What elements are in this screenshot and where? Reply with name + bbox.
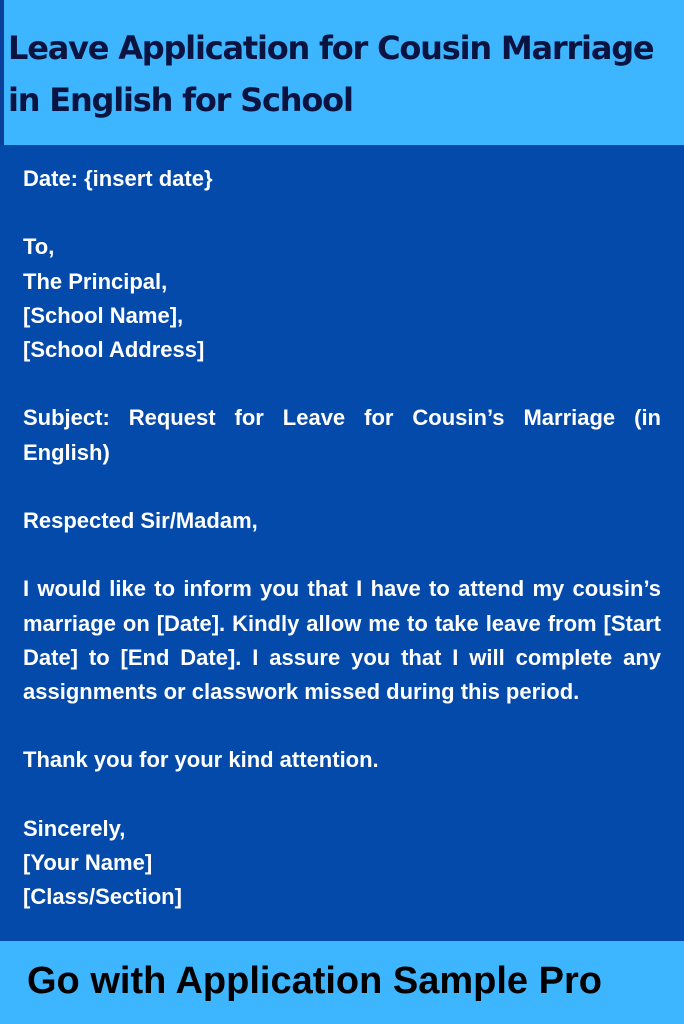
address-line: [School Name],	[23, 302, 184, 328]
address-line: [School Address]	[23, 337, 205, 362]
letter-salutation: Respected Sir/Madam,	[23, 507, 258, 533]
letter-date: Date: {insert date}	[23, 166, 213, 191]
letter-paragraph: I would like to inform you that I have to attend my cousin’s marriage on [Date]. Kindly allow me to take leave from [Start Date] to [End Date]. I assure you that I will complete any assignments or classwork missed during this period.	[23, 576, 661, 704]
letter-body	[23, 162, 661, 949]
page-header	[0, 0, 684, 145]
letter-thanks: Thank you for your kind attention.	[23, 747, 379, 773]
page-title: Leave Application for Cousin Marriage in English for School	[8, 29, 654, 119]
closing-line: [Your Name]	[23, 849, 153, 875]
address-line: The Principal,	[23, 268, 168, 294]
footer-text: Go with Application Sample Pro	[27, 960, 602, 1002]
closing-line: [Class/Section]	[23, 884, 182, 910]
address-line: To,	[23, 234, 55, 260]
letter-address	[23, 230, 661, 367]
letter-subject: Subject: Request for Leave for Cousin’s Marriage (in English)	[23, 405, 661, 465]
closing-line: Sincerely,	[23, 815, 126, 841]
letter-closing	[23, 812, 661, 915]
footer-banner	[0, 941, 684, 1024]
